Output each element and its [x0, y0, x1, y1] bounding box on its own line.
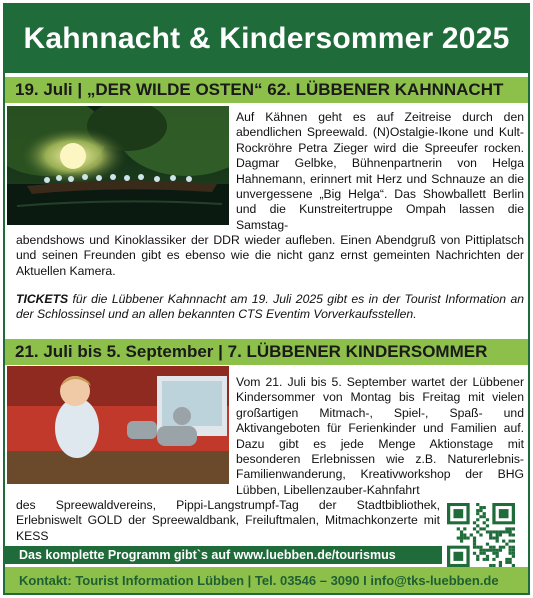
kahnnacht-photo [7, 106, 229, 225]
kindersommer-photo [7, 366, 229, 484]
program-link-bar[interactable]: Das komplette Programm gibt`s auf www.luebben.de/tourismus [5, 546, 442, 564]
section1-heading: 19. Juli | „DER WILDE OSTEN“ 62. LÜBBENER KAHNNACHT [5, 77, 528, 103]
section2-text-right: Vom 21. Juli bis 5. September wartet der Lübbener Kindersommer von Montag bis Freitag mit vielen großartigen Mitmach-, Spiel-, Spaß- und Aktivangeboten für Ferienkinder und Familien auf. Dazu gibt es jede Menge Aktionstage mit besonderen Erlebnissen wie z.B. Naturerlebnis-Familienwanderung, Kreativworkshop der BHG Lübben, Libellenzauber-Kahnfahrt [236, 375, 524, 497]
tickets-text: für die Lübbener Kahnnacht am 19. Juli 2025 gibt es in der Tourist Information an der Schlossinsel und an allen bekannten CTS Eventim Vorverkaufsstellen. [16, 292, 524, 322]
tickets-info [16, 292, 524, 323]
qr-code[interactable] [447, 503, 515, 567]
section2-text-full: des Spreewaldvereins, Pippi-Langstrumpf-Tag der Stadtbibliothek, Erlebniswelt GOLD der Spreewaldbank, Freiluftmalen, Mitmachkonzerte mit KESS [16, 498, 440, 543]
contact-bar: Kontakt: Tourist Information Lübben | Tel. 03546 – 3090 I info@tks-luebben.de [5, 567, 528, 593]
title-banner [5, 5, 528, 73]
section1-text-full: abendshows und Kinoklassiker der DDR wieder aufleben. Einen Abendgruß von Pittiplatsch und seinen Freunden gibt es ebenso wie die nicht ganz ernst gemeinten Nachrichten der Aktuellen Kamera. [16, 233, 524, 278]
section1-text-right: Auf Kähnen geht es auf Zeitreise durch den abendlichen Spreewald. (N)Ostalgie-Ikone und Kult-Rockröhre Petra Zieger wird die Spreeufer rocken. Dagmar Gelbke, Bühnenpartnerin von Helga Hahnemann, erinnert mit Herz und Schnauze an die unvergessene „Big Helga“. Das Showballett Berlin und die Kunstreitertruppe Ompah lassen die Samstag- [236, 110, 524, 232]
tickets-label: TICKETS [16, 292, 69, 306]
page-title: Kahnnacht & Kindersommer 2025 [23, 22, 510, 55]
section2-heading: 21. Juli bis 5. September | 7. LÜBBENER KINDERSOMMER [5, 339, 528, 365]
